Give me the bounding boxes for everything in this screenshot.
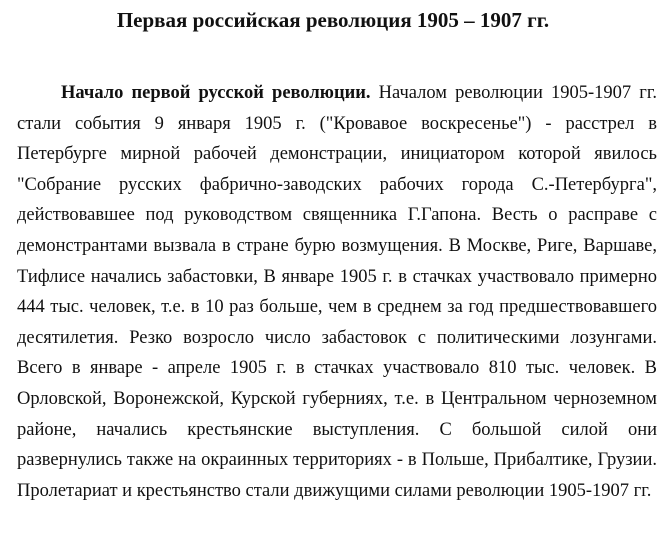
- page-title: Первая российская революция 1905 – 1907 гг.: [116, 8, 550, 32]
- paragraph-body: Началом революции 1905-1907 гг. стали события 9 января 1905 г. ("Кровавое воскресенье") - расстрел в Петербурге мирной рабочей демонстрации, инициатором которой явилось "Собрание русских фабрично-заводских рабочих города С.-Петербурга", действовавшее под руководством священника Г.Гапона. Весть о расправе с демонстрантами вызвала в стране бурю возмущения. В Москве, Риге, Варшаве, Тифлисе начались забастовки, В январе 1905 г. в стачках участвовало примерно 444 тыс. человек, т.е. в 10 раз больше, чем в среднем за год предшествовавшего десятилетия. Резко возросло число забастовок с политическими лозунгами. Всего в январе - апреле 1905 г. в стачках участвовало 810 тыс. человек. В Орловской, Воронежской, Курской губерниях, т.е. в Центральном черноземном районе, начались крестьянские выступления. С большой силой они развернулись также на окраинных территориях - в Польше, Прибалтике, Грузии. Пролетариат и крестьянство стали движущими силами революции 1905-1907 гг.: [17, 83, 657, 501]
- paragraph: [17, 78, 657, 506]
- paragraph-lead-heading: Начало первой русской революции.: [61, 83, 371, 103]
